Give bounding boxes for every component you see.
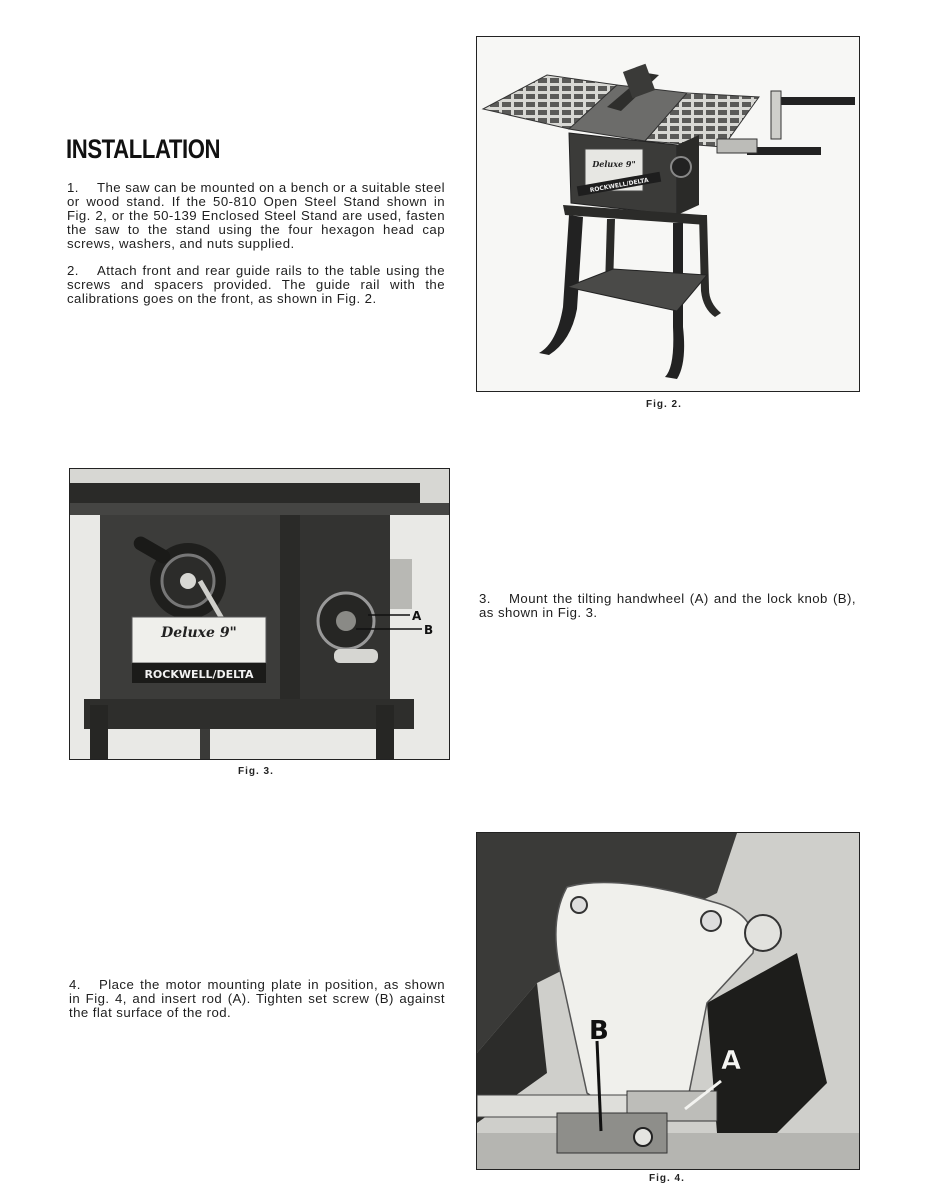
figure-4-label-b: B bbox=[589, 1016, 609, 1046]
figure-3-photo bbox=[69, 468, 450, 760]
figure-3-label-a: A bbox=[412, 609, 422, 623]
figure-4-caption: Fig. 4. bbox=[649, 1173, 685, 1184]
step-3-text: Mount the tilting handwheel (A) and the lock knob (B), as shown in Fig. 3. bbox=[479, 591, 856, 620]
step-4-text: Place the motor mounting plate in position, as shown in Fig. 4, and insert rod (A). Tighten set screw (B) against the flat surface of the rod. bbox=[69, 977, 445, 1020]
figure-3-nameplate-model: Deluxe 9" bbox=[161, 625, 237, 641]
figure-2-caption: Fig. 2. bbox=[646, 399, 682, 410]
figure-2-nameplate-brand: ROCKWELL/DELTA bbox=[589, 176, 650, 195]
step-2-paragraph bbox=[67, 264, 445, 306]
step-4-paragraph bbox=[69, 978, 445, 1020]
figure-4-photo bbox=[476, 832, 860, 1170]
figure-2-saw-on-stand-illustration bbox=[477, 37, 859, 391]
section-heading: INSTALLATION bbox=[66, 134, 221, 164]
step-1-number: 1. bbox=[67, 180, 79, 195]
figure-4-label-a: A bbox=[721, 1046, 742, 1076]
step-4-number: 4. bbox=[69, 977, 81, 992]
step-3-paragraph bbox=[479, 592, 856, 620]
figure-3-nameplate-brand: ROCKWELL/DELTA bbox=[144, 668, 254, 681]
figure-3-caption: Fig. 3. bbox=[238, 766, 274, 777]
figure-3-label-b: B bbox=[424, 623, 434, 637]
figure-2-photo bbox=[476, 36, 860, 392]
step-1-text: The saw can be mounted on a bench or a suitable steel or wood stand. If the 50-810 Open Steel Stand shown in Fig. 2, or the 50-139 Enclosed Steel Stand are used, fasten the saw to the stand using the four hexagon head cap screws, washers, and nuts supplied. bbox=[67, 180, 445, 251]
step-2-number: 2. bbox=[67, 263, 79, 278]
figure-4-mounting-plate-illustration bbox=[477, 833, 859, 1169]
step-3-number: 3. bbox=[479, 591, 491, 606]
figure-2-nameplate-model: Deluxe 9" bbox=[592, 159, 636, 169]
figure-3-cabinet-illustration bbox=[70, 469, 449, 759]
step-1-paragraph bbox=[67, 181, 445, 251]
step-2-text: Attach front and rear guide rails to the table using the screws and spacers provided. The guide rail with the calibrations goes on the front, as shown in Fig. 2. bbox=[67, 263, 445, 306]
